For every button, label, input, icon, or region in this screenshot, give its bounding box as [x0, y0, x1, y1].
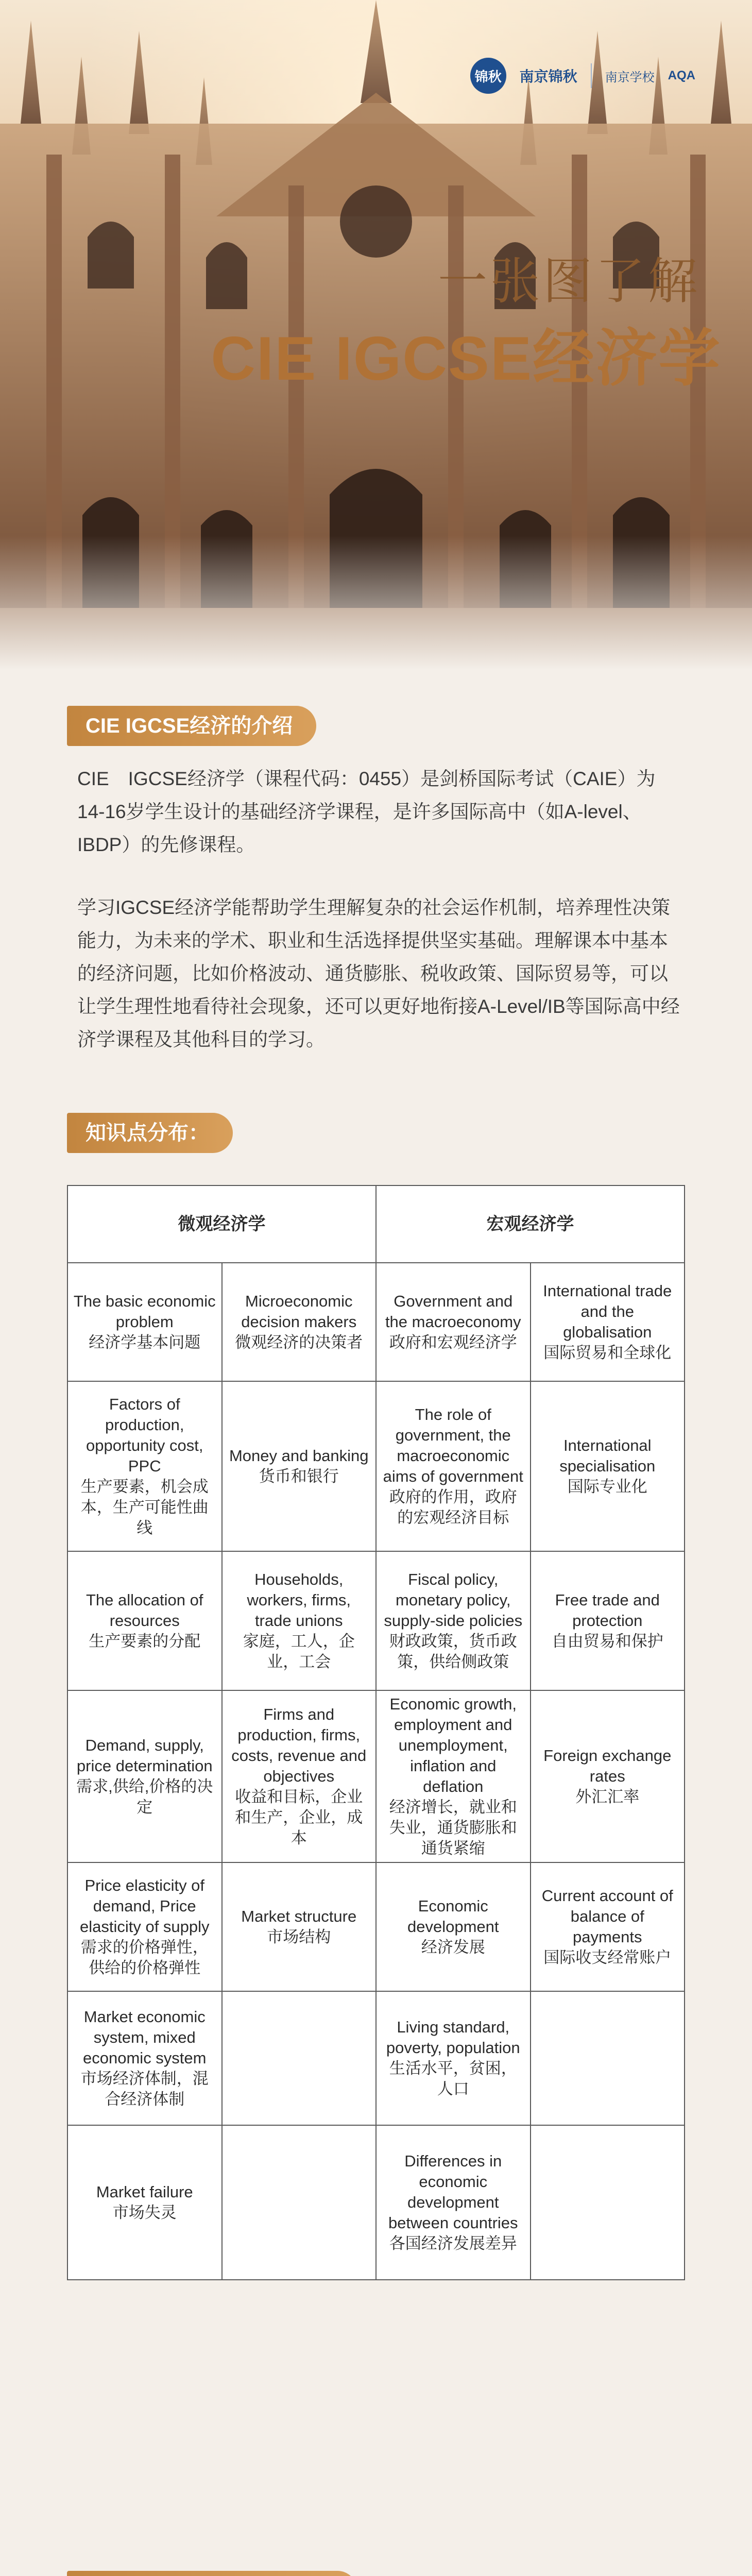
table-cell: [531, 1263, 685, 1381]
table-cell: [222, 1690, 377, 1862]
table-cell: [222, 1381, 377, 1551]
intro-paragraph-2: 学习IGCSE经济学能帮助学生理解复杂的社会运作机制，培养理性决策能力，为未来的学术、职业和生活选择提供坚实基础。理解课本中基本的经济问题，比如价格波动、通货膨胀、税收政策、国际贸易等，可以让学生理性地看待社会现象，还可以更好地衔接A-Level/IB等国际高中经济学课程及其他科目的学习。: [77, 897, 680, 1050]
cell-zh: 需求的价格弹性，供给的价格弹性: [80, 1938, 209, 1977]
cell-en: Living standard, poverty, population: [386, 2018, 520, 2057]
cell-en: Government and the macroeconomy: [385, 1292, 521, 1331]
cell-zh: 收益和目标，企业和生产，企业，成本: [235, 1788, 363, 1847]
table-cell: [222, 1991, 377, 2125]
table-header-row: [67, 1185, 685, 1263]
cell-en: Price elasticity of demand, Price elasticity of supply: [79, 1876, 210, 1936]
table-cell: [376, 1690, 531, 1862]
cell-en: Money and banking: [229, 1447, 369, 1465]
brand-logo-icon: 锦秋: [470, 58, 506, 94]
table-cell: [222, 1551, 377, 1690]
cell-en: Microeconomic decision makers: [241, 1292, 357, 1331]
cell-en: Households, workers, firms, trade unions: [247, 1570, 351, 1630]
cell-zh: 各国经济发展差异: [389, 2234, 517, 2252]
cell-en: Economic development: [407, 1897, 499, 1936]
table-cell: [531, 1551, 685, 1690]
header-micro: 微观经济学: [67, 1185, 376, 1263]
table-row: [67, 1381, 685, 1551]
cell-zh: 生活水平，贫困，人口: [389, 2059, 517, 2098]
knowledge-section-tag: 知识点分布：: [67, 1113, 233, 1153]
brand-name: 南京锦秋: [519, 69, 577, 84]
table-cell: [376, 1991, 531, 2125]
partner-logo-2: AQA: [668, 69, 695, 82]
table-cell: [67, 1263, 222, 1381]
cell-en: Factors of production, opportunity cost, PPC: [86, 1395, 203, 1475]
cell-zh: 生产要素的分配: [89, 1632, 201, 1650]
cell-zh: 市场失灵: [112, 2204, 177, 2222]
table-row: [67, 1263, 685, 1381]
cell-en: Free trade and protection: [555, 1591, 660, 1630]
table-cell: [67, 1862, 222, 1991]
table-cell: [531, 1381, 685, 1551]
cell-zh: 市场结构: [267, 1928, 331, 1946]
cell-zh: 经济学基本问题: [89, 1333, 201, 1351]
cell-zh: 需求,供给,价格的决定: [76, 1777, 213, 1816]
table-cell: [67, 2125, 222, 2280]
hero-fade: [0, 536, 752, 670]
logo-divider: [591, 63, 592, 88]
table-cell: [67, 1381, 222, 1551]
table-row: [67, 1862, 685, 1991]
cell-en: Market economic system, mixed economic system: [83, 2008, 207, 2067]
table-row: [67, 1991, 685, 2125]
cell-zh: 政府和宏观经济学: [389, 1333, 517, 1351]
table-row: [67, 1690, 685, 1862]
cell-en: The role of government, the macroeconomic aims of government: [383, 1405, 523, 1485]
cell-zh: 国际专业化: [567, 1478, 647, 1496]
cell-en: Foreign exchange rates: [543, 1747, 672, 1785]
knowledge-table: [67, 1185, 685, 2280]
hero-banner: [0, 0, 752, 670]
table-cell: [531, 2125, 685, 2280]
cell-zh: 国际收支经常账户: [543, 1948, 672, 1967]
table-cell: [376, 1263, 531, 1381]
brand-logos: [470, 58, 695, 94]
cell-zh: 财政政策，货币政策，供给侧政策: [389, 1632, 517, 1671]
table-cell: [222, 1263, 377, 1381]
table-cell: [222, 1862, 377, 1991]
cell-zh: 经济增长，就业和失业，通货膨胀和通货紧缩: [389, 1798, 517, 1857]
cell-zh: 市场经济体制，混合经济体制: [80, 2070, 209, 2108]
table-cell: [531, 1862, 685, 1991]
cell-zh: 国际贸易和全球化: [543, 1344, 672, 1362]
cell-en: Economic growth, employment and unemployment, inflation and deflation: [389, 1695, 517, 1795]
hero-title-line1: 一张图了解: [438, 254, 700, 309]
cell-zh: 货币和银行: [259, 1467, 339, 1485]
table-cell: [376, 2125, 531, 2280]
table-cell: [67, 1991, 222, 2125]
cell-en: Firms and production, firms, costs, revenue and objectives: [231, 1705, 367, 1785]
table-cell: [222, 2125, 377, 2280]
intro-paragraph-1: CIE IGCSE经济学（课程代码：0455）是剑桥国际考试（CAIE）为14-16岁学生设计的基础经济学课程，是许多国际高中（如A-level、IBDP）的先修课程。: [77, 768, 656, 855]
cell-en: Current account of balance of payments: [541, 1887, 673, 1946]
cell-en: Market structure: [241, 1907, 357, 1925]
question-types-tag: [67, 2571, 357, 2576]
table-cell: [67, 1690, 222, 1862]
table-cell: [376, 1381, 531, 1551]
intro-section-tag: CIE IGCSE经济的介绍: [67, 706, 316, 746]
cell-zh: 家庭，工人，企业，工会: [243, 1632, 355, 1671]
cell-en: The allocation of resources: [86, 1591, 203, 1630]
table-cell: [376, 1862, 531, 1991]
cell-en: Fiscal policy, monetary policy, supply-side policies: [384, 1570, 523, 1630]
cell-en: The basic economic problem: [73, 1292, 216, 1331]
table-cell: [531, 1690, 685, 1862]
cell-zh: 经济发展: [421, 1938, 485, 1956]
cell-zh: 自由贸易和保护: [551, 1632, 663, 1650]
cell-en: Differences in economic development between countries: [388, 2152, 518, 2232]
hero-title-line2: CIE IGCSE经济学: [211, 324, 721, 393]
table-row: [67, 2125, 685, 2280]
partner-logo-1: 南京学校: [605, 70, 655, 84]
cell-en: International specialisation: [559, 1436, 656, 1475]
table-cell: [376, 1551, 531, 1690]
table-cell: [531, 1991, 685, 2125]
cell-zh: 政府的作用，政府的宏观经济目标: [389, 1488, 517, 1527]
header-macro: 宏观经济学: [376, 1185, 685, 1263]
cell-en: Market failure: [96, 2183, 193, 2201]
cell-zh: 外汇汇率: [575, 1788, 640, 1806]
cell-zh: 生产要素，机会成本，生产可能性曲线: [80, 1478, 209, 1537]
cell-zh: 微观经济的决策者: [235, 1333, 363, 1351]
table-row: [67, 1551, 685, 1690]
cell-en: Demand, supply, price determination: [76, 1736, 213, 1775]
table-cell: [67, 1551, 222, 1690]
cell-en: International trade and the globalisation: [543, 1282, 672, 1341]
